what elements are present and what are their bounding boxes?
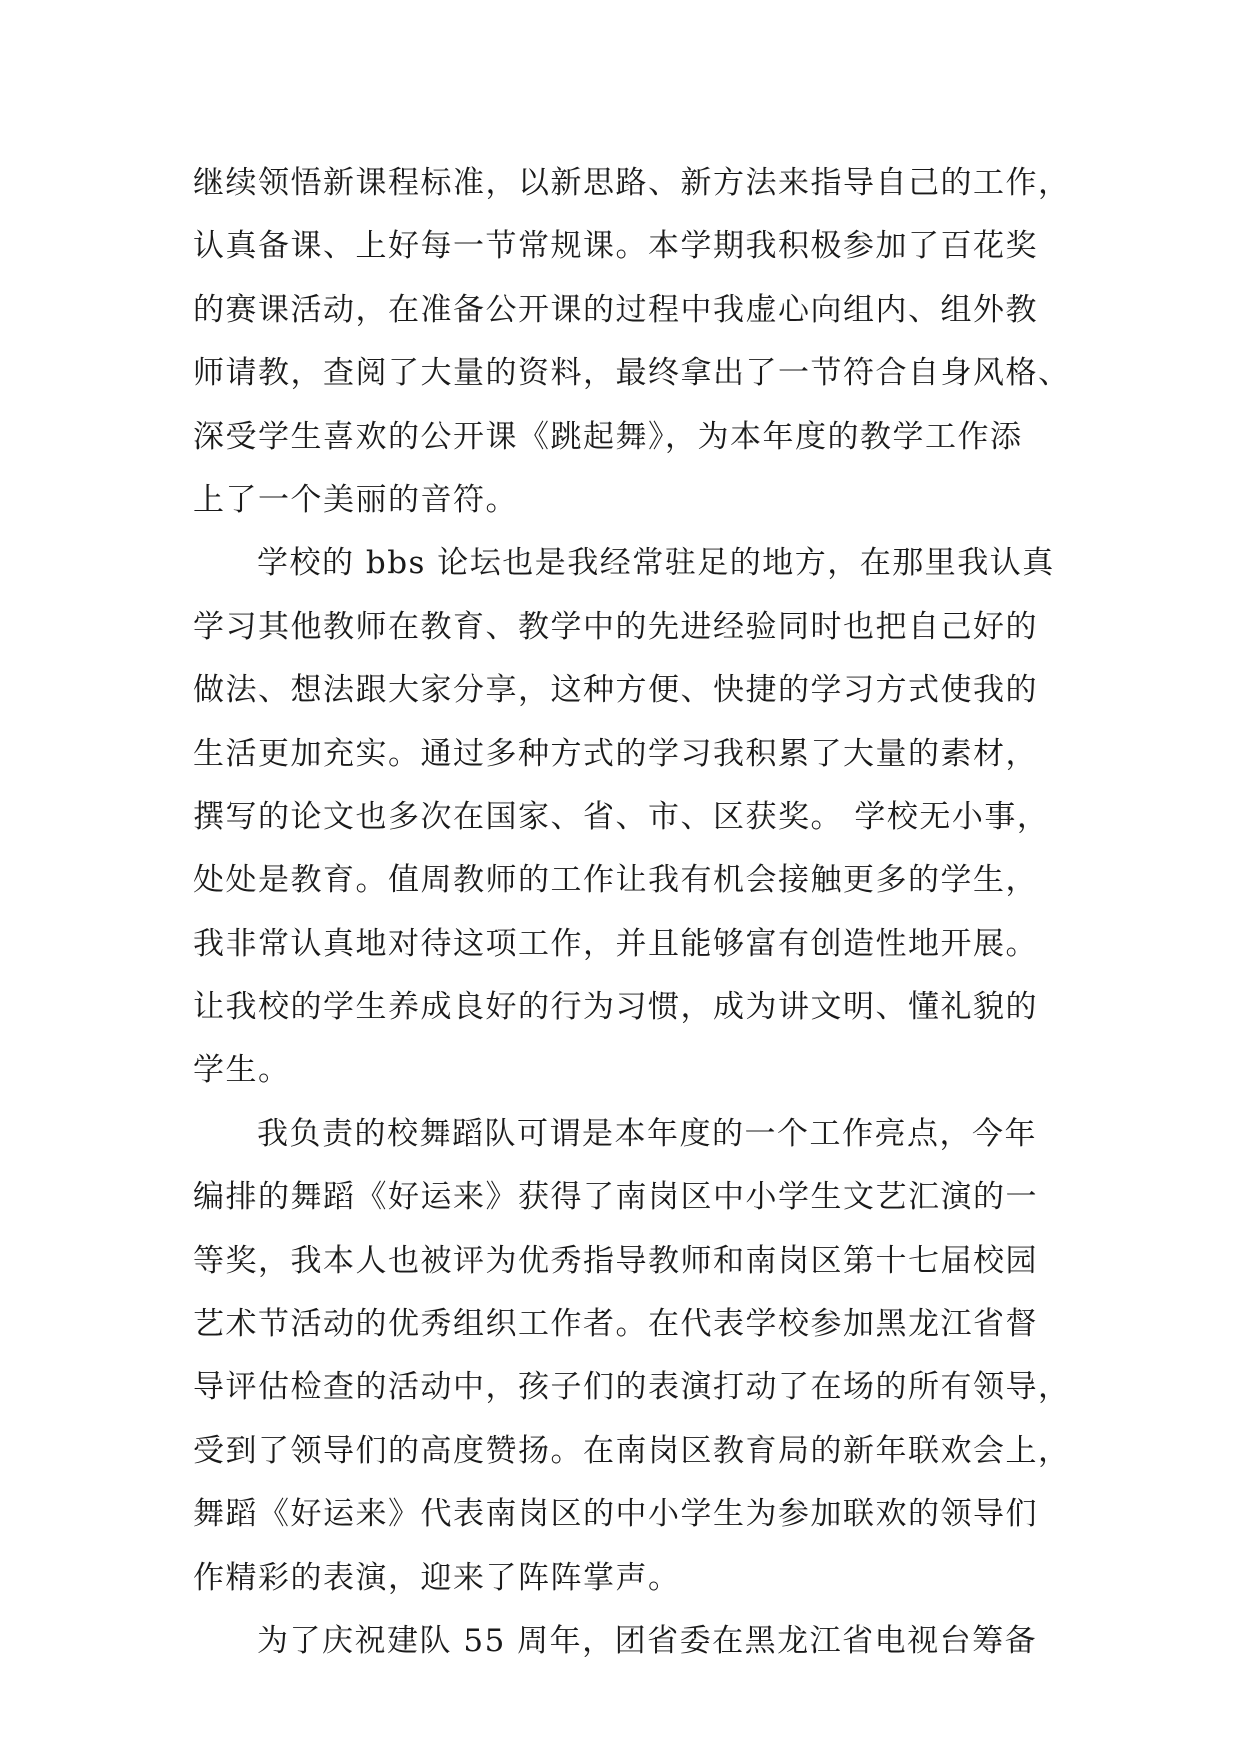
text-line: 舞蹈《好运来》代表南岗区的中小学生为参加联欢的领导们	[193, 1496, 1038, 1533]
text-line: 导评估检查的活动中，孩子们的表演打动了在场的所有领导，	[193, 1369, 1071, 1406]
text-line: 我非常认真地对待这项工作，并且能够富有创造性地开展。	[193, 925, 1038, 962]
text-line: 继续领悟新课程标准，以新思路、新方法来指导自己的工作，	[193, 165, 1071, 201]
text-line: 做法、想法跟大家分享，这种方便、快捷的学习方式使我的	[193, 672, 1038, 709]
text-line: 深受学生喜欢的公开课《跳起舞》，为本年度的教学工作添	[193, 418, 1023, 455]
text-line: 学校的 bbs 论坛也是我经常驻足的地方，在那里我认真	[257, 545, 1055, 582]
paragraph	[193, 1610, 1053, 1673]
text-line: 学习其他教师在教育、教学中的先进经验同时也把自己好的	[193, 608, 1038, 645]
text-line: 学生。	[193, 1052, 291, 1089]
text-line: 生活更加充实。通过多种方式的学习我积累了大量的素材，	[193, 735, 1038, 772]
text-line: 编排的舞蹈《好运来》获得了南岗区中小学生文艺汇演的一	[193, 1179, 1038, 1216]
text-line: 受到了领导们的高度赞扬。在南岗区教育局的新年联欢会上，	[193, 1432, 1071, 1469]
paragraph	[193, 152, 1071, 532]
text-line: 认真备课、上好每一节常规课。本学期我积极参加了百花奖	[193, 228, 1038, 265]
document-body	[193, 152, 1071, 1673]
paragraph	[193, 1103, 1071, 1610]
text-line: 撰写的论文也多次在国家、省、市、区获奖。 学校无小事，	[193, 798, 1050, 835]
text-line: 让我校的学生养成良好的行为习惯，成为讲文明、懂礼貌的	[193, 989, 1038, 1026]
text-line: 的赛课活动，在准备公开课的过程中我虚心向组内、组外教	[193, 291, 1038, 328]
text-line: 处处是教育。值周教师的工作让我有机会接触更多的学生，	[193, 862, 1038, 899]
text-line: 艺术节活动的优秀组织工作者。在代表学校参加黑龙江省督	[193, 1306, 1038, 1343]
text-line: 作精彩的表演，迎来了阵阵掌声。	[193, 1559, 681, 1596]
text-line: 上了一个美丽的音符。	[193, 481, 518, 518]
text-line: 我负责的校舞蹈队可谓是本年度的一个工作亮点，今年	[257, 1115, 1037, 1152]
text-line: 师请教，查阅了大量的资料，最终拿出了一节符合自身风格、	[193, 355, 1071, 392]
text-line: 为了庆祝建队 55 周年，团省委在黑龙江省电视台筹备	[257, 1622, 1038, 1659]
text-line: 等奖，我本人也被评为优秀指导教师和南岗区第十七届校园	[193, 1242, 1038, 1279]
paragraph	[193, 532, 1053, 1103]
